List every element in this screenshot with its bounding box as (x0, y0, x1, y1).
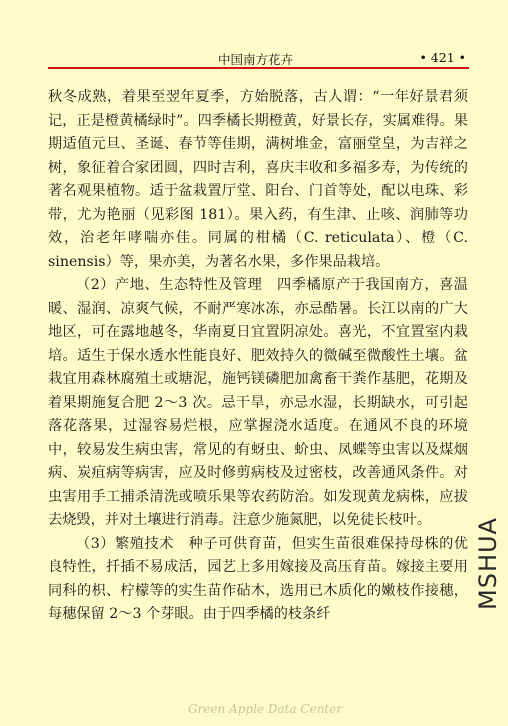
page-header (48, 48, 468, 68)
side-watermark: MSHUA (474, 517, 502, 610)
running-title: 中国南方花卉 (218, 52, 294, 67)
page-number: • 421 • (419, 50, 466, 65)
paragraph-3: （3）繁殖技术 种子可供育苗，但实生苗很难保持母株的优良特性，扦插不易成活，园艺上多用嫁接及高压育苗。嫁接主要用同科的枳、柠檬等的实生苗作砧木，选用已木质化的嫩枝作接穗，每穗保留 2～3 个芽眼。由于四季橘的枝条纤 (48, 535, 468, 622)
paragraph-1: 秋冬成熟，着果至翌年夏季，方始脱落，古人谓：“一年好景君须记，正是橙黄橘绿时”。四季橘长期橙黄，好景长存，实属难得。果期适值元旦、圣诞、春节等佳期，满树堆金，富丽堂皇，为吉祥之树，象征着合家团圆，四时吉利，喜庆丰收和多福多寿，为传统的著名观果植物。适于盆栽置厅堂、阳台、门首等处，配以电珠、彩带，尤为艳丽（见彩图 181）。果入药，有生津、止咳、润肺等功效，治老年哮喘亦佳。同属的柑橘（C. reticulata）、橙（C. sinensis）等，果亦美，为著名水果，多作果品栽培。 (48, 89, 468, 270)
body-text (48, 86, 468, 627)
header-rule (48, 67, 469, 69)
footer-watermark: Green Apple Data Center (188, 702, 343, 716)
paragraph-2: （2）产地、生态特性及管理 四季橘原产于我国南方，喜温暖、湿润、凉爽气候，不耐严寒冰冻，亦忌酷暑。长江以南的广大地区，可在露地越冬，华南夏日宜置阴凉处。喜光，不宜置室内栽培。适生于保水透水性能良好、肥效持久的微碱至微酸性土壤。盆栽宜用森林腐殖土或塘泥，施钙镁磷肥加禽畜干粪作基肥，花期及着果期施复合肥 2～3 次。忌干旱，亦忌水湿，长期缺水，可引起落花落果，过湿容易烂根，应掌握浇水适度。在通风不良的环境中，较易发生病虫害，常见的有蚜虫、蚧虫、凤蝶等虫害以及煤烟病、炭疽病等病害，应及时修剪病枝及过密枝，改善通风条件。对虫害用手工捕杀清洗或喷乐果等农药防治。如发现黄龙病株，应拔去烧毁，并对土壤进行消毒。注意少施氮肥，以免徒长枝叶。 (48, 277, 468, 528)
